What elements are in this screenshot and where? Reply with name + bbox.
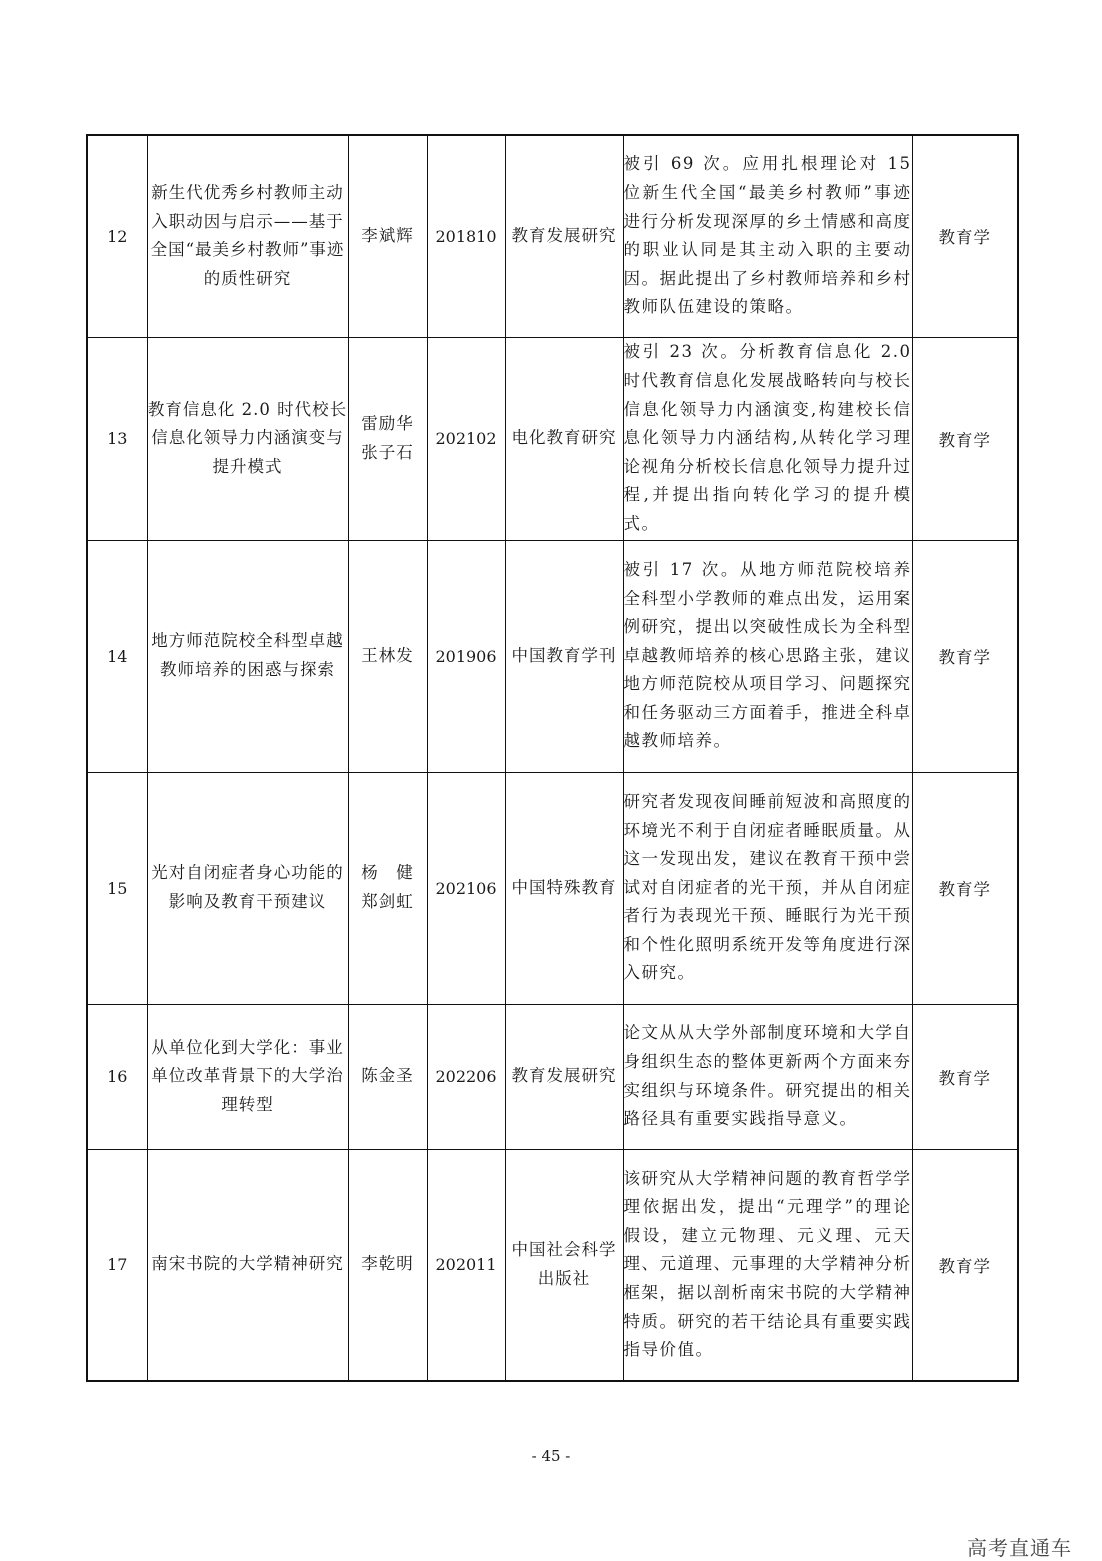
publication-source: 教育发展研究 [505, 135, 623, 337]
publish-date: 202102 [427, 337, 505, 540]
row-number: 16 [87, 1004, 147, 1149]
author-name: 王林发 [361, 645, 414, 665]
paper-authors [348, 337, 427, 540]
paper-title: 南宋书院的大学精神研究 [147, 1149, 348, 1381]
publish-date: 201810 [427, 135, 505, 337]
subject-discipline: 教育学 [912, 540, 1018, 772]
author-name: 李乾明 [361, 1254, 414, 1274]
subject-discipline: 教育学 [912, 135, 1018, 337]
subject-discipline: 教育学 [912, 337, 1018, 540]
table-row [87, 337, 1018, 540]
author-name: 陈金圣 [361, 1066, 414, 1086]
author-name: 雷励华 [361, 413, 414, 433]
paper-title: 新生代优秀乡村教师主动入职动因与启示——基于全国“最美乡村教师”事迹的质性研究 [147, 135, 348, 337]
row-number: 14 [87, 540, 147, 772]
publish-date: 202011 [427, 1149, 505, 1381]
achievements-table [86, 134, 1019, 1382]
paper-description: 该研究从大学精神问题的教育哲学学理依据出发，提出“元理学”的理论假设，建立元物理、元义理、元天理、元道理、元事理的大学精神分析框架，据以剖析南宋书院的大学精神特质。研究的若干结论具有重要实践指导价值。 [623, 1149, 912, 1381]
table-row [87, 1149, 1018, 1381]
paper-authors [348, 1149, 427, 1381]
row-number: 17 [87, 1149, 147, 1381]
paper-title: 从单位化到大学化：事业单位改革背景下的大学治理转型 [147, 1004, 348, 1149]
paper-authors [348, 1004, 427, 1149]
publication-source: 教育发展研究 [505, 1004, 623, 1149]
watermark-text: 高考直通车 [967, 1536, 1072, 1560]
subject-discipline: 教育学 [912, 772, 1018, 1004]
row-number: 12 [87, 135, 147, 337]
table-row [87, 772, 1018, 1004]
paper-title: 教育信息化 2.0 时代校长信息化领导力内涵演变与提升模式 [147, 337, 348, 540]
paper-description: 被引 69 次。应用扎根理论对 15 位新生代全国“最美乡村教师”事迹进行分析发现深厚的乡土情感和高度的职业认同是其主动入职的主要动因。据此提出了乡村教师培养和乡村教师队伍建设的策略。 [623, 135, 912, 337]
publish-date: 202206 [427, 1004, 505, 1149]
author-name: 李斌辉 [361, 225, 414, 245]
page-number: - 45 - [531, 1447, 571, 1465]
publication-source: 电化教育研究 [505, 337, 623, 540]
table-row [87, 540, 1018, 772]
table-row [87, 1004, 1018, 1149]
paper-description: 被引 23 次。分析教育信息化 2.0 时代教育信息化发展战略转向与校长信息化领导力内涵演变,构建校长信息化领导力内涵结构,从转化学习理论视角分析校长信息化领导力提升过程,并提出指向转化学习的提升模式。 [623, 337, 912, 540]
publication-source: 中国特殊教育 [505, 772, 623, 1004]
paper-description: 研究者发现夜间睡前短波和高照度的环境光不利于自闭症者睡眠质量。从这一发现出发，建议在教育干预中尝试对自闭症者的光干预，并从自闭症者行为表现光干预、睡眠行为光干预和个性化照明系统开发等角度进行深入研究。 [623, 772, 912, 1004]
paper-title: 地方师范院校全科型卓越教师培养的困惑与探索 [147, 540, 348, 772]
paper-authors [348, 135, 427, 337]
paper-title: 光对自闭症者身心功能的影响及教育干预建议 [147, 772, 348, 1004]
publication-source: 中国教育学刊 [505, 540, 623, 772]
table-row [87, 135, 1018, 337]
paper-description: 论文从从大学外部制度环境和大学自身组织生态的整体更新两个方面来夯实组织与环境条件。研究提出的相关路径具有重要实践指导意义。 [623, 1004, 912, 1149]
publish-date: 202106 [427, 772, 505, 1004]
paper-authors [348, 540, 427, 772]
publish-date: 201906 [427, 540, 505, 772]
paper-description: 被引 17 次。从地方师范院校培养全科型小学教师的难点出发，运用案例研究，提出以突破性成长为全科型卓越教师培养的核心思路主张，建议地方师范院校从项目学习、问题探究和任务驱动三方面着手，推进全科卓越教师培养。 [623, 540, 912, 772]
author-name: 张子石 [361, 442, 414, 462]
author-name: 杨 健 [361, 863, 414, 883]
row-number: 15 [87, 772, 147, 1004]
row-number: 13 [87, 337, 147, 540]
author-name: 郑剑虹 [361, 892, 414, 911]
subject-discipline: 教育学 [912, 1004, 1018, 1149]
subject-discipline: 教育学 [912, 1149, 1018, 1381]
publication-source: 中国社会科学出版社 [505, 1149, 623, 1381]
paper-authors [348, 772, 427, 1004]
